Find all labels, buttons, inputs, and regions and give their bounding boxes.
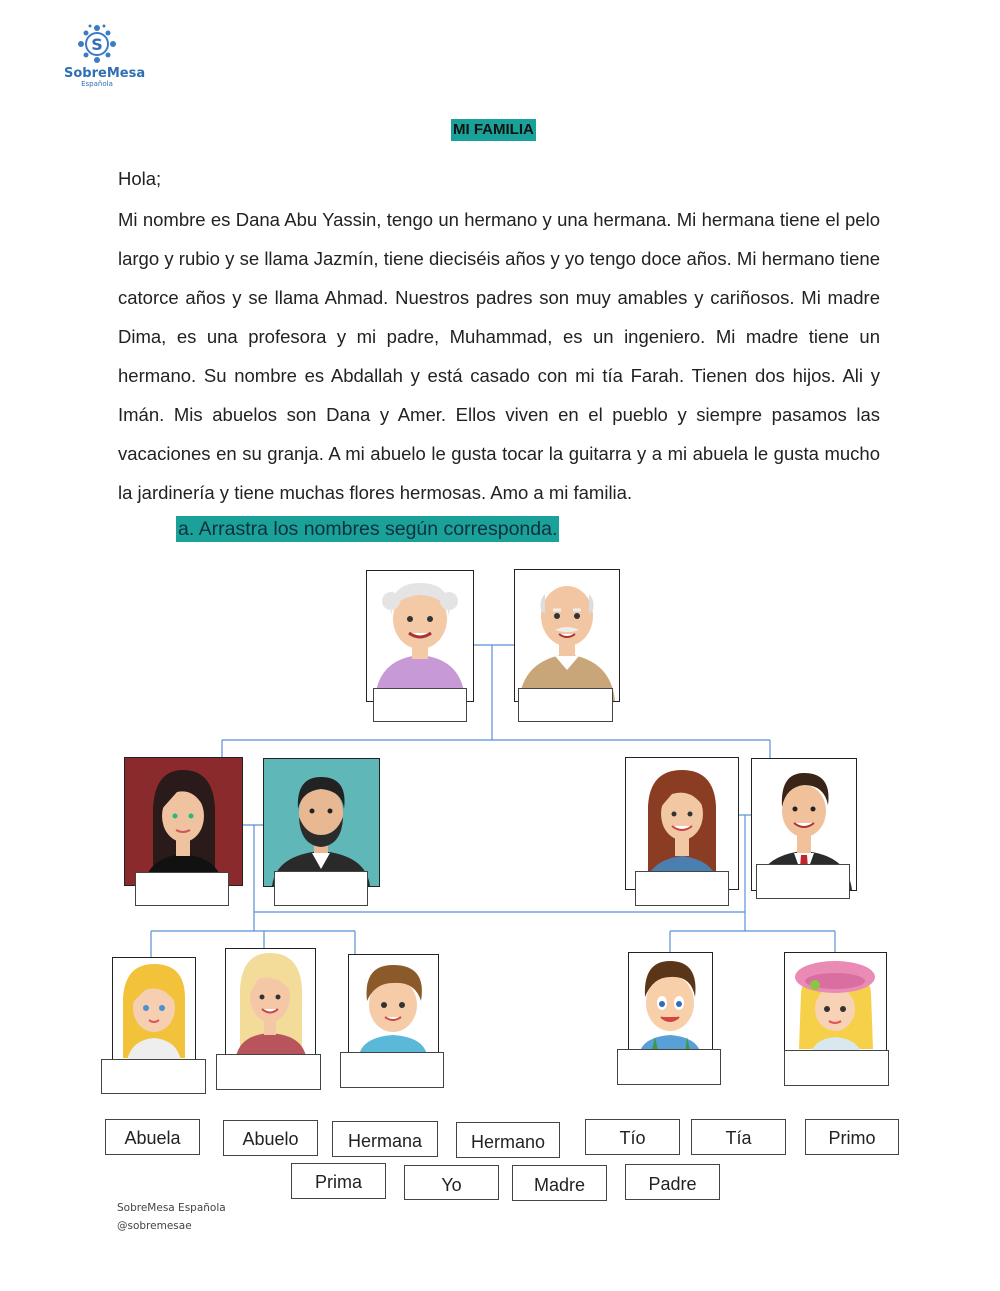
word-yo[interactable]: Yo: [404, 1165, 499, 1200]
drop-slot-blonde-teen[interactable]: [216, 1054, 321, 1090]
logo-subtext: Española: [81, 80, 113, 88]
drop-slot-bearded-man[interactable]: [274, 871, 368, 906]
drop-slot-grandmother[interactable]: [373, 688, 467, 722]
word-abuela[interactable]: Abuela: [105, 1119, 200, 1155]
drop-slot-long-hair-woman[interactable]: [635, 871, 729, 906]
svg-text:S: S: [91, 35, 103, 54]
girl-pink-hat-portrait-icon: [784, 952, 887, 1054]
word-madre[interactable]: Madre: [512, 1165, 607, 1201]
drop-slot-dark-hair-woman[interactable]: [135, 872, 229, 906]
drop-slot-blonde-girl[interactable]: [101, 1059, 206, 1094]
story-paragraph: Mi nombre es Dana Abu Yassin, tengo un hermano y una hermana. Mi hermana tiene el pelo largo y rubio y se llama Jazmín, tiene dieciséis años y yo tengo doce años. Mi hermano tiene catorce años y se llama Ahmad. Nuestros padres son muy amables y cariñosos. Mi madre Dima, es una profesora y mi padre, Muhammad, es un ingeniero. Mi madre tiene un hermano. Su nombre es Abdallah y está casado con mi tía Farah. Tienen dos hijos. Ali y Imán. Mis abuelos son Dana y Amer. Ellos viven en el pueblo y siempre pasamos las vacaciones en su granja. A mi abuelo le gusta tocar la guitarra y a mi abuela le gusta mucho la jardinería y tiene muchas flores hermosas. Amo a mi familia.: [118, 209, 880, 503]
drop-slot-cartoon-boy[interactable]: [617, 1049, 721, 1085]
word-hermana[interactable]: Hermana: [332, 1121, 438, 1157]
grandmother-portrait-icon: [366, 570, 474, 702]
footer-brand: SobreMesa Española: [117, 1202, 226, 1214]
blonde-girl-portrait-icon: [112, 957, 196, 1062]
greeting-text: Hola;: [118, 168, 162, 189]
instruction-text: a. Arrastra los nombres según corresponda.: [178, 518, 558, 540]
logo-text: SobreMesa: [64, 66, 146, 81]
blonde-teen-girl-portrait-icon: [225, 948, 316, 1058]
word-tia[interactable]: Tía: [691, 1119, 786, 1155]
drop-slot-grandfather[interactable]: [518, 688, 613, 722]
word-prima[interactable]: Prima: [291, 1163, 386, 1199]
page-title: MI FAMILIA: [451, 119, 536, 141]
boy-portrait-icon: [348, 954, 439, 1056]
word-padre[interactable]: Padre: [625, 1164, 720, 1200]
word-tio[interactable]: Tío: [585, 1119, 680, 1155]
drop-slot-pink-hat-girl[interactable]: [784, 1050, 889, 1086]
drop-slot-boy[interactable]: [340, 1052, 444, 1088]
cartoon-boy-portrait-icon: [628, 952, 713, 1055]
footer-handle: @sobremesae: [117, 1220, 192, 1232]
woman-dark-hair-portrait-icon: [124, 757, 243, 886]
word-primo[interactable]: Primo: [805, 1119, 899, 1155]
drop-slot-suit-man[interactable]: [756, 864, 850, 899]
bearded-man-portrait-icon: [263, 758, 380, 887]
word-hermano[interactable]: Hermano: [456, 1122, 560, 1158]
word-abuelo[interactable]: Abuelo: [223, 1120, 318, 1156]
grandfather-portrait-icon: [514, 569, 620, 702]
